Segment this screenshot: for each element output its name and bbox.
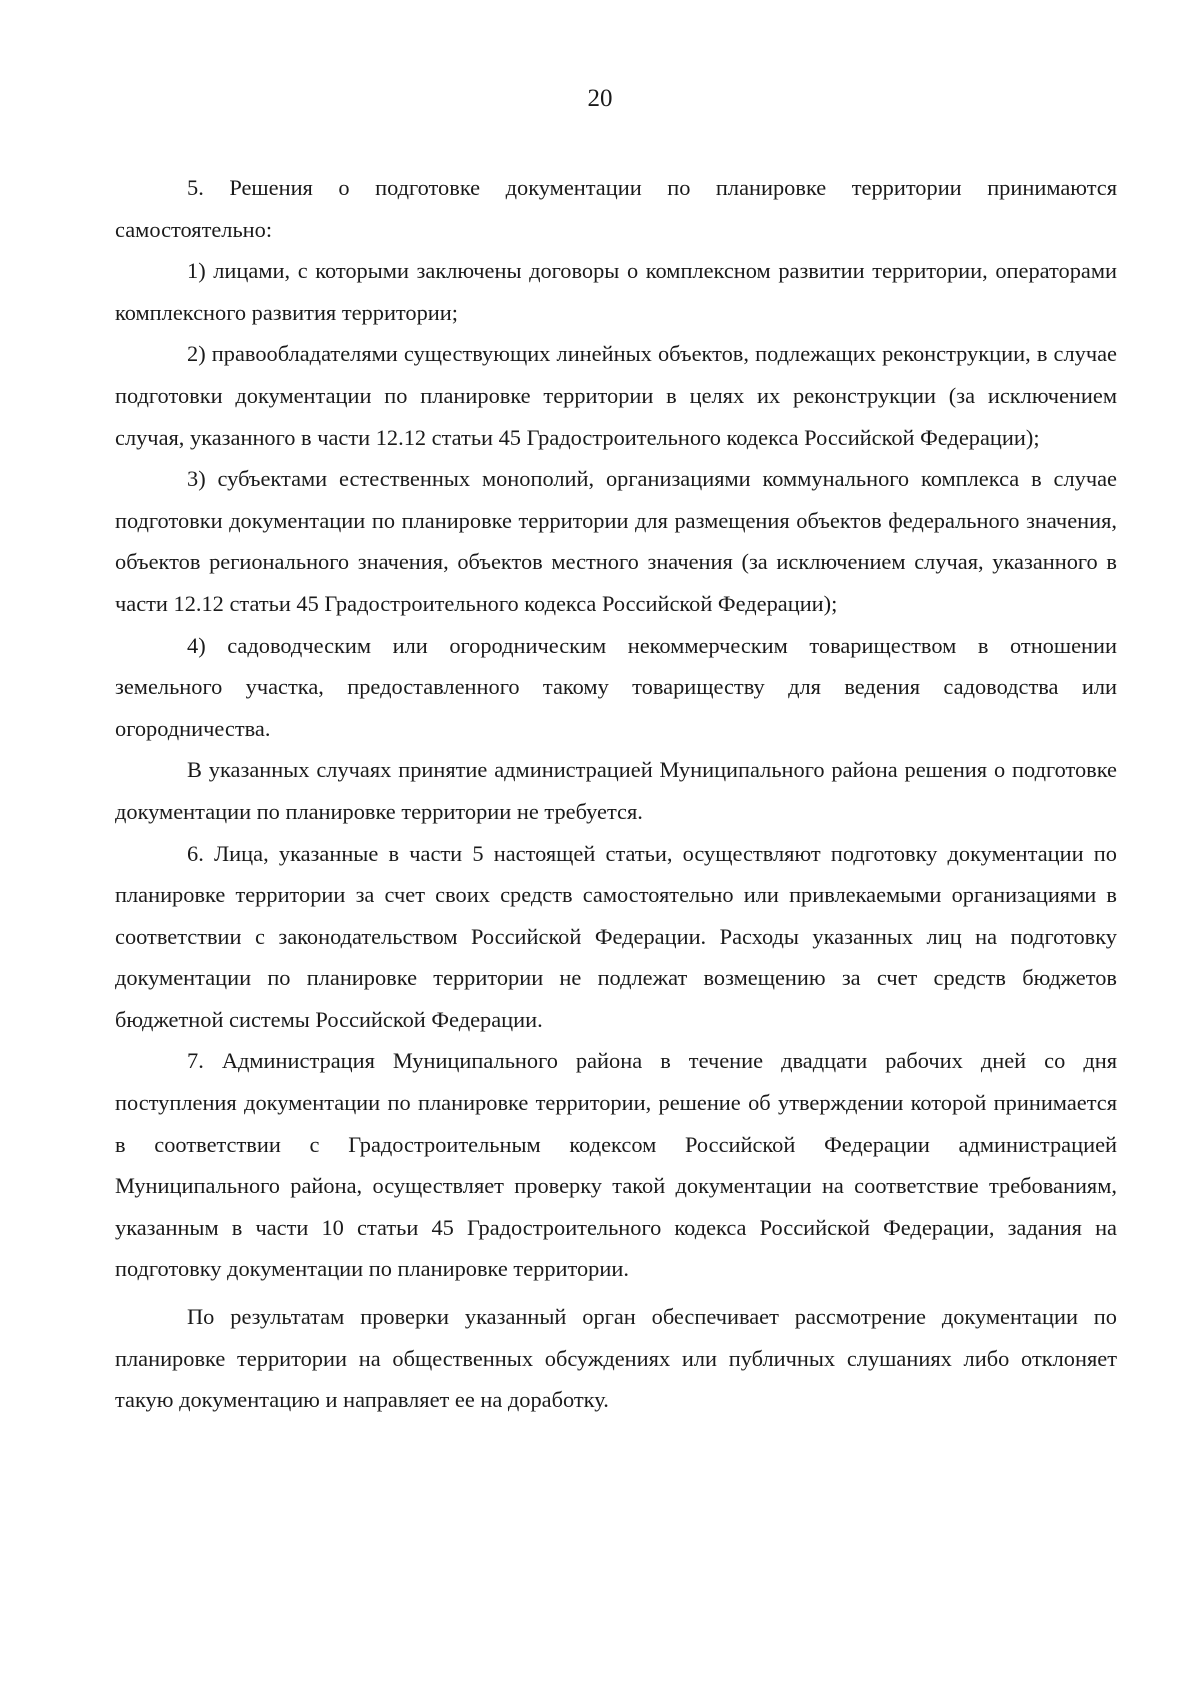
paragraph-7: 7. Администрация Муниципального района в течение двадцати рабочих дней со дня поступления документации по планировке территории, решение об утверждении которой принимается в соответствии с Градостроительным кодексом Российской Федерации администрацией Муниципального района, осуществляет проверку такой документации на соответствие требованиям, указанным в части 10 статьи 45 Градостроительного кодекса Российской Федерации, задания на подготовку документации по планировке территории.	[115, 1048, 1117, 1282]
paragraph-5-item-3: 3) субъектами естественных монополий, организациями коммунального комплекса в случае подготовки документации по планировке территории для размещения объектов федерального значения, объектов регионального значения, объектов местного значения (за исключением случая, указанного в части 12.12 статьи 45 Градостроительного кодекса Российской Федерации);	[115, 466, 1117, 616]
page-number: 20	[587, 85, 613, 112]
document-body	[115, 167, 1117, 1421]
paragraph-5-note: В указанных случаях принятие администрацией Муниципального района решения о подготовке документации по планировке территории не требуется.	[115, 757, 1117, 824]
paragraph-5: 5. Решения о подготовке документации по планировке территории принимаются самостоятельно:	[115, 175, 1117, 242]
paragraph-5-item-2: 2) правообладателями существующих линейных объектов, подлежащих реконструкции, в случае подготовки документации по планировке территории в целях их реконструкции (за исключением случая, указанного в части 12.12 статьи 45 Градостроительного кодекса Российской Федерации);	[115, 341, 1117, 450]
paragraph-6: 6. Лица, указанные в части 5 настоящей статьи, осуществляют подготовку документации по планировке территории за счет своих средств самостоятельно или привлекаемыми организациями в соответствии с законодательством Российской Федерации. Расходы указанных лиц на подготовку документации по планировке территории не подлежат возмещению за счет средств бюджетов бюджетной системы Российской Федерации.	[115, 840, 1117, 1032]
paragraph-5-item-4: 4) садоводческим или огородническим некоммерческим товариществом в отношении земельного участка, предоставленного такому товариществу для ведения садоводства или огородничества.	[115, 632, 1117, 741]
paragraph-5-item-1: 1) лицами, с которыми заключены договоры о комплексном развитии территории, операторами комплексного развития территории;	[115, 258, 1117, 325]
paragraph-7-continuation: По результатам проверки указанный орган обеспечивает рассмотрение документации по планировке территории на общественных обсуждениях или публичных слушаниях либо отклоняет такую документацию и направляет ее на доработку.	[115, 1304, 1117, 1413]
